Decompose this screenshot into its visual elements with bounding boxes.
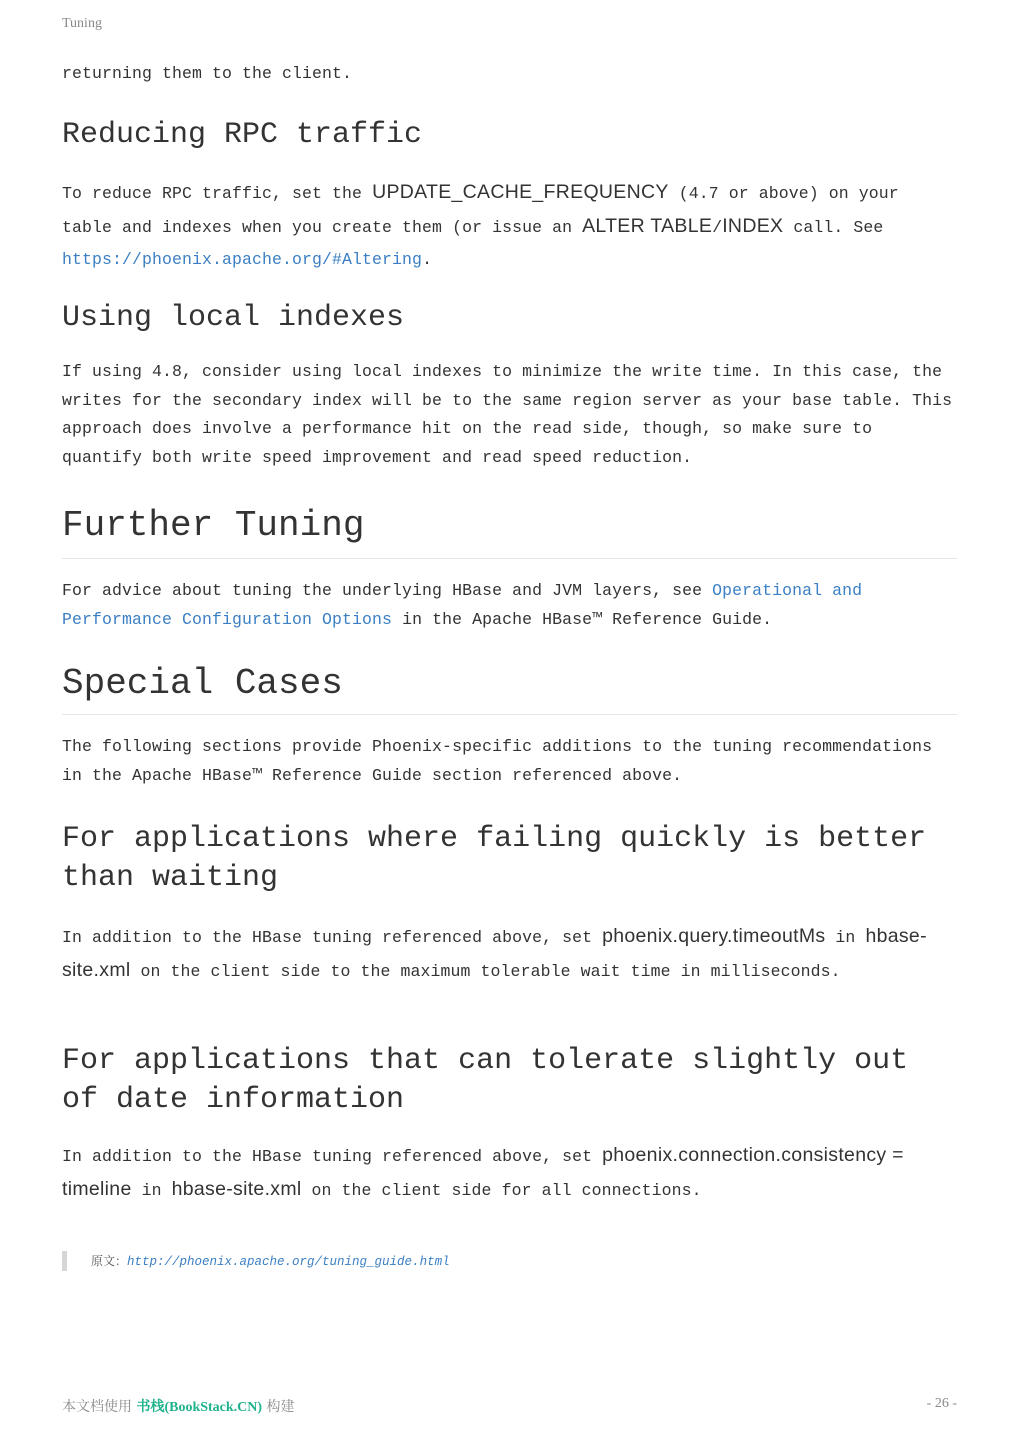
rpc-text-4: . [422, 250, 433, 269]
heading-special-cases: Special Cases [62, 663, 343, 704]
heading-underline [62, 714, 957, 715]
code-alter-table: ALTER TABLE [582, 215, 713, 237]
heading-reducing-rpc-traffic: Reducing RPC traffic [62, 118, 423, 152]
source-blockquote [62, 1251, 450, 1271]
further-text-1: For advice about tuning the underlying HBase and JVM layers, see [62, 581, 713, 600]
link-phoenix-altering[interactable]: https://phoenix.apache.org/#Altering [62, 250, 423, 269]
code-hbase-site-xml: hbase-site.xml [62, 925, 927, 981]
footer-suffix: 构建 [262, 1399, 295, 1415]
source-label: 原文： [91, 1254, 128, 1268]
code-update-cache-frequency: UPDATE_CACHE_FREQUENCY [372, 181, 669, 203]
local-indexes-paragraph: If using 4.8, consider using local indexes to minimize the write time. In this case, the writes for the secondary index will be to the same region server as your base table. This approach does involve a performance hit on the read side, though, so make sure to quantify both write speed improvement and read speed reduction. [62, 362, 953, 467]
failing-quickly-paragraph [62, 920, 957, 988]
failfast-text-2: in [825, 928, 866, 947]
bookstack-brand-link[interactable]: 书栈(BookStack.CN) [136, 1400, 263, 1415]
footer-prefix: 本文档使用 [62, 1399, 137, 1415]
tolerate-text-1: In addition to the HBase tuning referenced above, set [62, 1147, 603, 1166]
heading-further-tuning: Further Tuning [62, 505, 365, 546]
code-index: INDEX [722, 215, 784, 237]
further-tuning-paragraph [62, 577, 957, 634]
rpc-text-1: To reduce RPC traffic, set the [62, 184, 373, 203]
running-header: Tuning [62, 16, 102, 31]
tolerate-text-2: in [131, 1181, 172, 1200]
rpc-slash: / [712, 218, 723, 237]
failfast-text-3: on the client side to the maximum tolerable wait time in milliseconds. [130, 962, 841, 981]
further-text-2: in the Apache HBase™ Reference Guide. [392, 609, 773, 629]
code-query-timeout: phoenix.query.timeoutMs [602, 925, 826, 947]
link-operational-performance-options[interactable]: Operational and Performance Configuration Options [62, 581, 863, 629]
rpc-paragraph [62, 176, 957, 276]
rpc-text-2: (4.7 or above) on your table and indexes when you create them (or issue an [62, 184, 899, 237]
heading-failing-quickly: For applications where failing quickly is better than waiting [62, 822, 927, 895]
intro-paragraph: returning them to the client. [62, 64, 353, 83]
failfast-text-1: In addition to the HBase tuning referenced above, set [62, 928, 603, 947]
heading-tolerate-out-of-date: For applications that can tolerate slightly out of date information [62, 1044, 909, 1117]
code-hbase-site-xml: hbase-site.xml [171, 1178, 302, 1200]
heading-underline [62, 558, 957, 559]
code-connection-consistency: phoenix.connection.consistency = timeline [62, 1144, 904, 1200]
heading-using-local-indexes: Using local indexes [62, 301, 405, 335]
source-link[interactable]: http://phoenix.apache.org/tuning_guide.html [127, 1255, 450, 1269]
special-cases-paragraph: The following sections provide Phoenix-specific additions to the tuning recommendations in the Apache HBase™ Reference Guide section referenced above. [62, 737, 933, 785]
rpc-text-3: call. See [783, 218, 884, 237]
tolerate-text-3: on the client side for all connections. [301, 1181, 702, 1200]
tolerate-paragraph [62, 1139, 957, 1207]
footer-credit [62, 1396, 295, 1416]
page-number: - 26 - [926, 1396, 957, 1411]
